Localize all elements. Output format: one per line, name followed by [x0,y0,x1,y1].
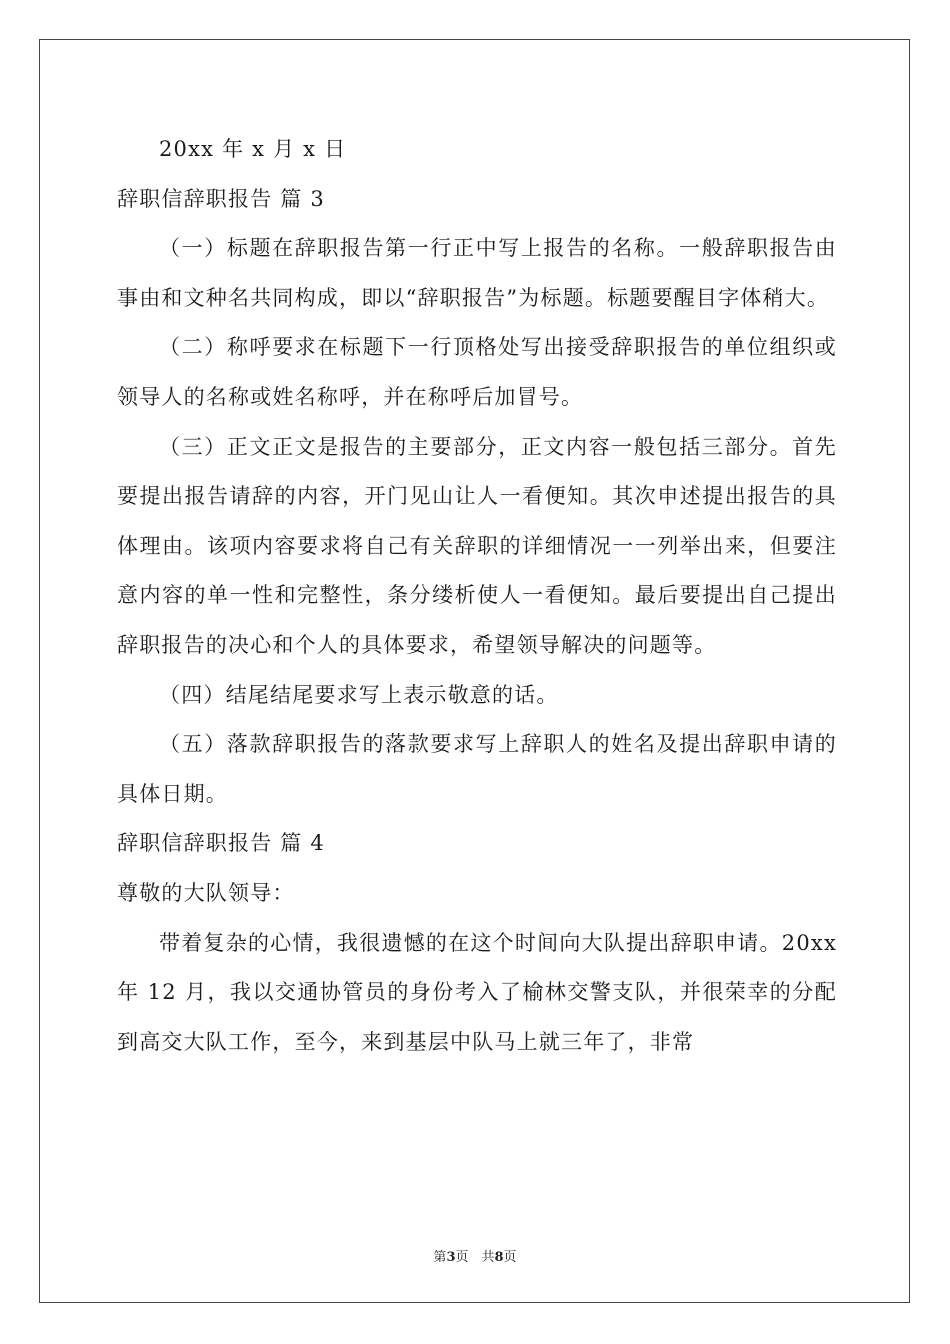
section-heading-4: 辞职信辞职报告 篇 4 [117,831,325,856]
page-footer [0,1246,950,1265]
salutation: 尊敬的大队领导： [117,880,295,905]
page-mid: 页 共 [455,1250,495,1265]
paragraph-3-5: （五）落款辞职报告的落款要求写上辞职人的姓名及提出辞职申请的具体日期。 [117,732,837,806]
paragraph-3-4: （四）结尾结尾要求写上表示敬意的话。 [159,682,559,707]
page-total: 8 [494,1250,504,1265]
paragraph-3-1: （一）标题在辞职报告第一行正中写上报告的名称。一般辞职报告由事由和文种名共同构成，即以“辞职报告”为标题。标题要醒目字体稍大。 [117,236,837,310]
date-line: 20xx 年 x 月 x 日 [159,137,347,161]
paragraph-3-3: （三）正文正文是报告的主要部分，正文内容一般包括三部分。首先要提出报告请辞的内容，开门见山让人一看便知。其次申述提出报告的具体理由。该项内容要求将自己有关辞职的详细情况一一列举出来，但要注意内容的单一性和完整性，条分缕析使人一看便知。最后要提出自己提出辞职报告的决心和个人的具体要求，希望领导解决的问题等。 [117,434,837,657]
paragraph-3-2: （二）称呼要求在标题下一行顶格处写出接受辞职报告的单位组织或领导人的名称或姓名称呼，并在称呼后加冒号。 [117,335,837,409]
page-prefix: 第 [433,1250,447,1265]
paragraph-4-1: 带着复杂的心情，我很遗憾的在这个时间向大队提出辞职申请。20xx 年 12 月，我以交通协管员的身份考入了榆林交警支队，并很荣幸的分配到高交大队工作，至今，来到基层中队马上就三年了，非常 [117,930,837,1054]
page-current: 3 [446,1250,456,1265]
section-heading-3: 辞职信辞职报告 篇 3 [117,186,325,211]
page-suffix: 页 [503,1250,517,1265]
document-body [117,125,837,1067]
